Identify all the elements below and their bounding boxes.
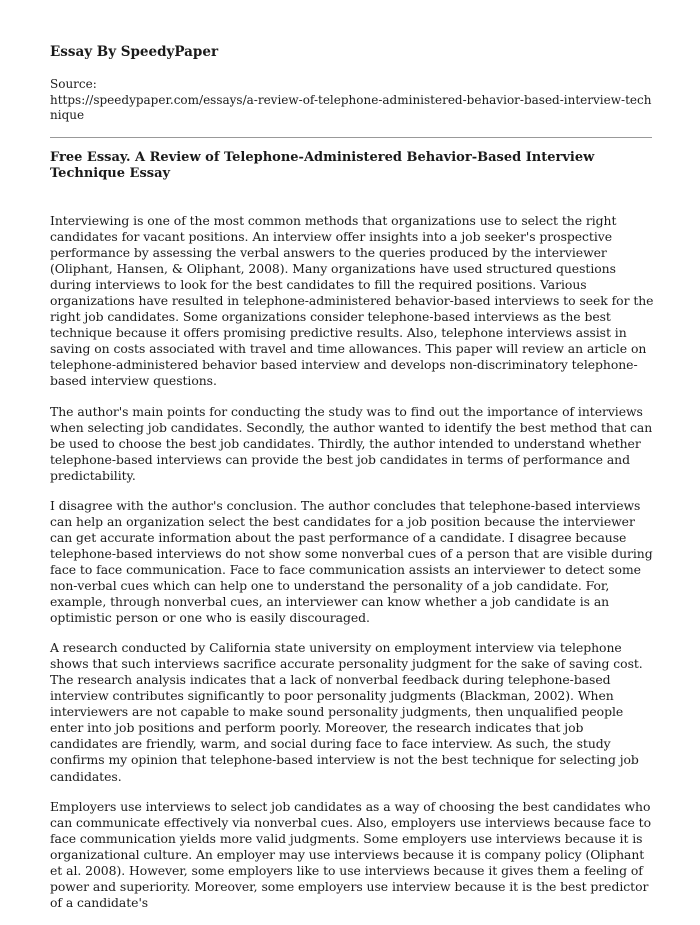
essay-title: Free Essay. A Review of Telephone-Administered Behavior-Based Interview Technique Essay [50,150,595,182]
essay-paragraph: Interviewing is one of the most common methods that organizations use to select the right candidates for vacant positions. An interview offer insights into a job seeker's prospective performance by assessing the verbal answers to the queries produced by the interviewer (Oliphant, Hansen, & Oliphant, 2008). Many organizations have used structured questions during interviews to look for the best candidates to fill the required positions. Various organizations have resulted in telephone-administered behavior-based interviews to seek for the right job candidates. Some organizations consider telephone-based interviews as the best technique because it offers promising predictive results. Also, telephone interviews assist in saving on costs associated with travel and time allowances. This paper will review an article on telephone-administered behavior based interview and develops non-discriminatory telephone-based interview questions. [50,213,654,389]
essay-paragraph: A research conducted by California state university on employment interview via telephone shows that such interviews sacrifice accurate personality judgment for the sake of saving cost. The research analysis indicates that a lack of nonverbal feedback during telephone-based interview contributes significantly to poor personality judgments (Blackman, 2002). When interviewers are not capable to make sound personality judgments, then unqualified people enter into job positions and perform poorly. Moreover, the research indicates that job candidates are friendly, warm, and social during face to face interview. As such, the study confirms my opinion that telephone-based interview is not the best technique for selecting job candidates. [50,640,643,784]
essay-paragraph: I disagree with the author's conclusion. The author concludes that telephone-based interviews can help an organization select the best candidates for a job position because the interviewer can get accurate information about the past performance of a candidate. I disagree because telephone-based interviews do not show some nonverbal cues of a person that are visible during face to face communication. Face to face communication assists an interviewer to detect some non-verbal cues which can help one to understand the personality of a job candidate. For, example, through nonverbal cues, an interviewer can know whether a job candidate is an optimistic person or one who is easily discouraged. [50,497,653,626]
essay-body [50,213,654,925]
source-label: Source: [50,77,97,91]
source-url: https://speedypaper.com/essays/a-review-of-telephone-administered-behavior-based-interview-technique [50,92,652,123]
essay-paragraph: Employers use interviews to select job candidates as a way of choosing the best candidates who can communicate effectively via nonverbal cues. Also, employers use interviews because face to face communication yields more valid judgments. Some employers use interviews because it is organizational culture. An employer may use interviews because it is company policy (Oliphant et al. 2008). However, some employers like to use interviews because it gives them a feeling of power and superiority. Moreover, some employers use interview because it is the best predictor of a candidate's [50,798,651,910]
document-header-title: Essay By SpeedyPaper [50,44,219,60]
essay-paragraph: The author's main points for conducting the study was to find out the importance of interviews when selecting job candidates. Secondly, the author wanted to identify the best method that can be used to choose the best job candidates. Thirdly, the author intended to understand whether telephone-based interviews can provide the best job candidates in terms of performance and predictability. [50,403,653,483]
header-divider [50,137,652,138]
source-block [50,77,655,124]
